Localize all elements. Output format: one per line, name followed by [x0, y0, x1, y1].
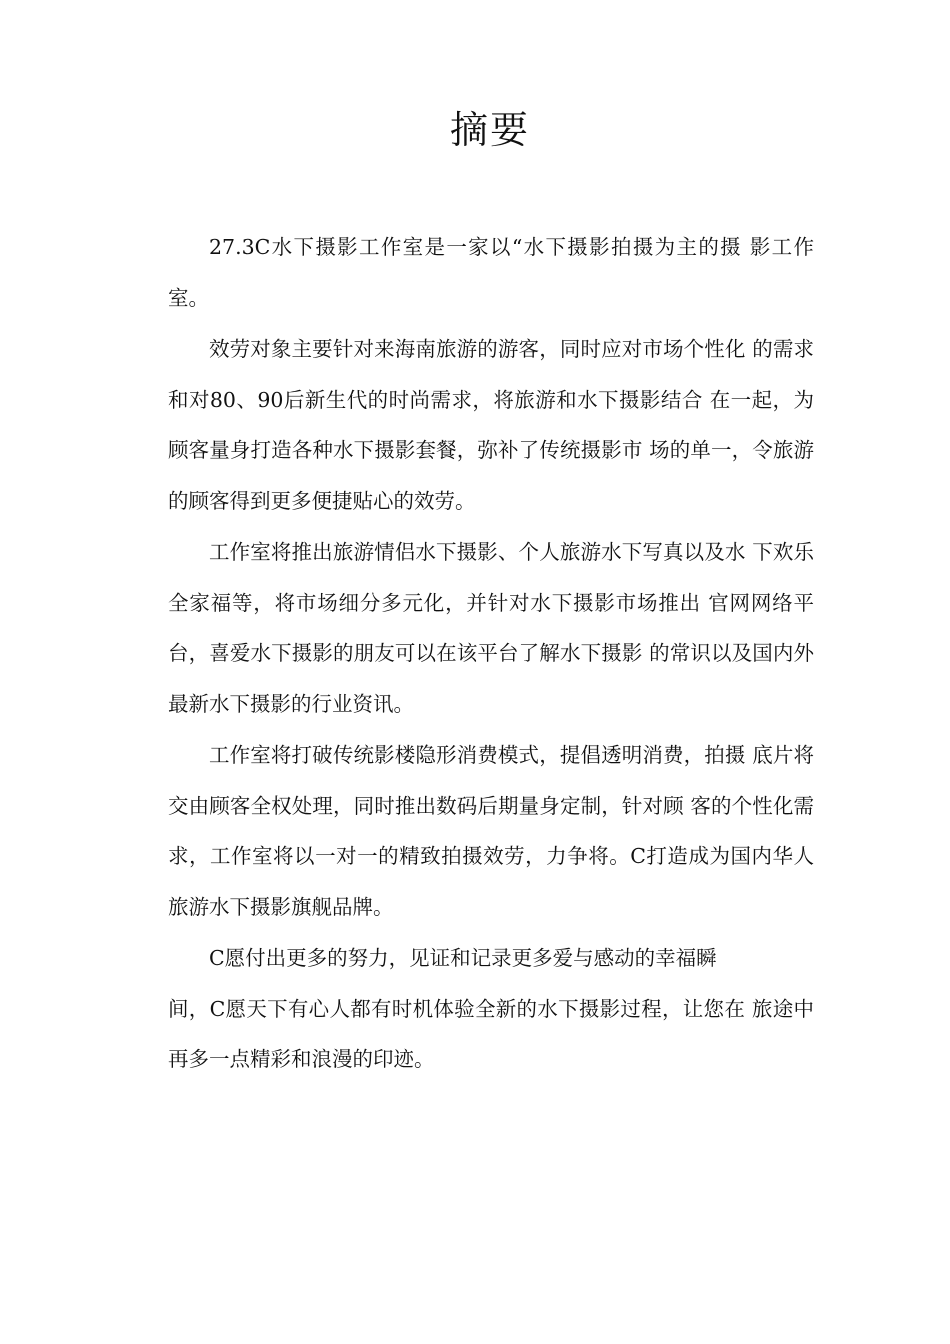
paragraph-1: 27.3C水下摄影工作室是一家以“水下摄影拍摄为主的摄 影工作室。	[168, 235, 814, 310]
abstract-body	[168, 222, 814, 1086]
paragraph-2: 效劳对象主要针对来海南旅游的游客，同时应对市场个性化 的需求和对80、90后新生代的时尚需求，将旅游和水下摄影结合 在一起，为顾客量身打造各种水下摄影套餐，弥补了传统摄影市 场的单一，令旅游的顾客得到更多便捷贴心的效劳。	[168, 337, 814, 513]
paragraph-5-continuation: 间，C愿天下有心人都有时机体验全新的水下摄影过程，让您在 旅途中再多一点精彩和浪漫的印迹。	[168, 996, 814, 1071]
page-title: 摘要	[449, 108, 530, 152]
paragraph-4: 工作室将打破传统影楼隐形消费模式，提倡透明消费，拍摄 底片将交由顾客全权处理，同时推出数码后期量身定制，针对顾 客的个性化需求，工作室将以一对一的精致拍摄效劳，力争将。C打造成为国内华人旅游水下摄影旗舰品牌。	[168, 743, 814, 919]
paragraph-3: 工作室将推出旅游情侣水下摄影、个人旅游水下写真以及水 下欢乐全家福等，将市场细分多元化，并针对水下摄影市场推出 官网网络平台，喜爱水下摄影的朋友可以在该平台了解水下摄影 的常识以及国内外最新水下摄影的行业资讯。	[168, 540, 814, 716]
paragraph-5: C愿付出更多的努力，见证和记录更多爱与感动的幸福瞬	[209, 946, 717, 970]
